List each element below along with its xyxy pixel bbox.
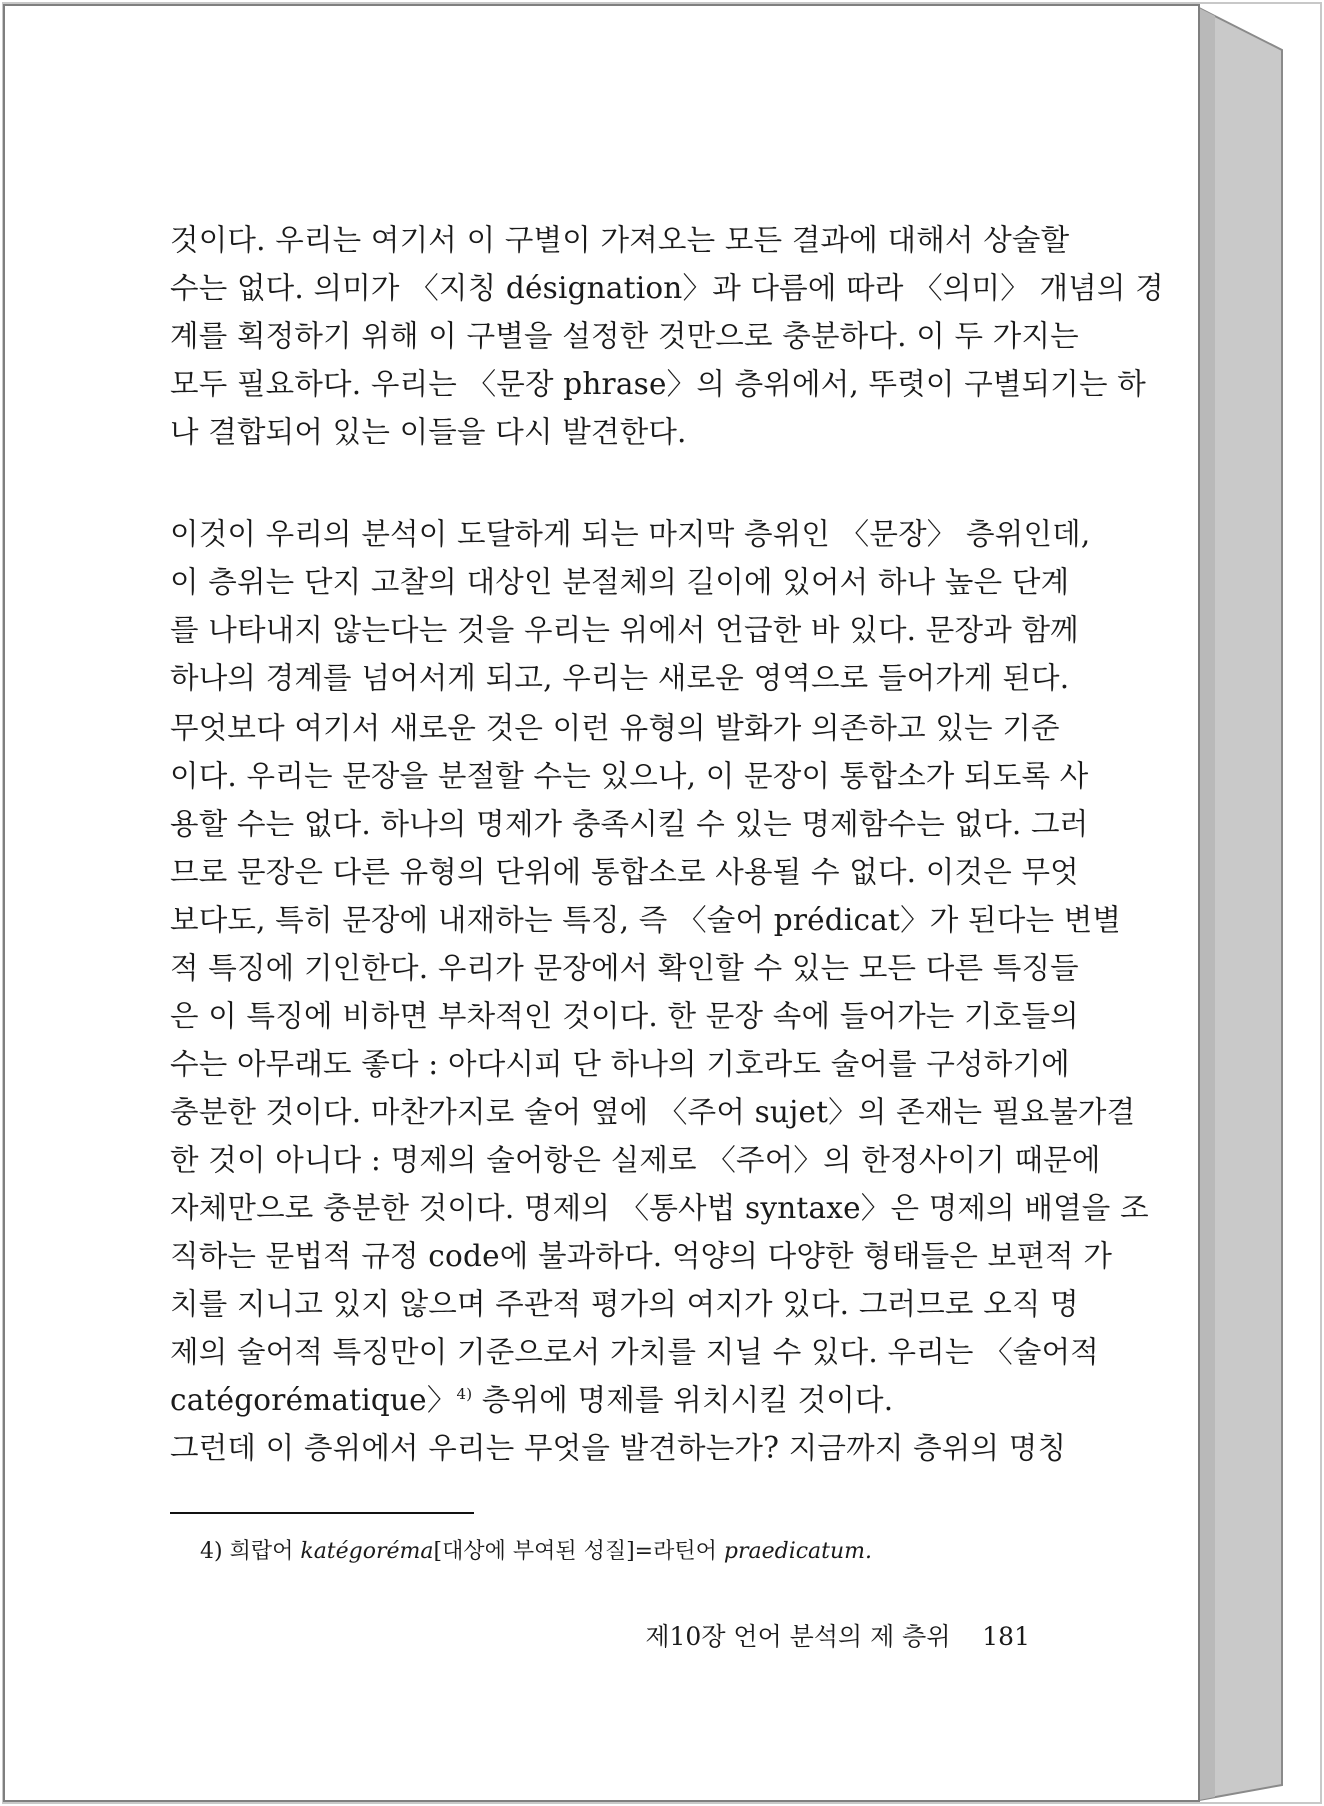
- text-line: 모두 필요하다. 우리는 〈문장 phrase〉의 층위에서, 뚜렷이 구별되기는 하: [170, 367, 1146, 401]
- text-line: 수는 아무래도 좋다 : 아다시피 단 하나의 기호라도 술어를 구성하기에: [170, 1047, 1070, 1081]
- text-line-with-footnote-ref: [170, 1374, 1030, 1426]
- footnote: [200, 1532, 1000, 1572]
- text-line: 이것이 우리의 분석이 도달하게 되는 마지막 층위인 〈문장〉 층위인데,: [170, 517, 1091, 551]
- text-line: 용할 수는 없다. 하나의 명제가 충족시킬 수 있는 명제함수는 없다. 그러: [170, 807, 1089, 841]
- text-line: 무엇보다 여기서 새로운 것은 이런 유형의 발화가 의존하고 있는 기준: [170, 711, 1060, 745]
- text-line: 자체만으로 충분한 것이다. 명제의 〈통사법 syntaxe〉은 명제의 배열을 조: [170, 1191, 1149, 1225]
- text-line: 한 것이 아니다 : 명제의 술어항은 실제로 〈주어〉의 한정사이기 때문에: [170, 1143, 1101, 1177]
- text-line: 이다. 우리는 문장을 분절할 수는 있으나, 이 문장이 통합소가 되도록 사: [170, 759, 1089, 793]
- text-line: 이 층위는 단지 고찰의 대상인 분절체의 길이에 있어서 하나 높은 단계: [170, 565, 1070, 599]
- text-line: 직하는 문법적 규정 code에 불과하다. 억양의 다양한 형태들은 보편적 가: [170, 1239, 1113, 1273]
- footnote-reference: 4): [456, 1385, 473, 1404]
- running-footer: [610, 1617, 1030, 1657]
- text-line: 므로 문장은 다른 유형의 단위에 통합소로 사용될 수 없다. 이것은 무엇: [170, 855, 1079, 889]
- text-line: 보다도, 특히 문장에 내재하는 특징, 즉 〈술어 prédicat〉가 된다는 변별: [170, 903, 1122, 937]
- footnote-marker: 4): [200, 1539, 223, 1564]
- text-fragment: catégorématique〉: [170, 1383, 457, 1417]
- text-line: 나 결합되어 있는 이들을 다시 발견한다.: [170, 415, 687, 449]
- page-number: 181: [982, 1622, 1030, 1651]
- text-line: 것이다. 우리는 여기서 이 구별이 가져오는 모든 결과에 대해서 상술할: [170, 223, 1070, 257]
- text-fragment: 층위에 명제를 위치시킬 것이다.: [472, 1383, 894, 1417]
- chapter-title: 제10장 언어 분석의 제 층위: [645, 1622, 951, 1651]
- text-line: 계를 획정하기 위해 이 구별을 설정한 것만으로 충분하다. 이 두 가지는: [170, 319, 1079, 353]
- footnote-divider: [170, 1512, 474, 1514]
- text-line: 적 특징에 기인한다. 우리가 문장에서 확인할 수 있는 모든 다른 특징들: [170, 951, 1079, 985]
- text-line: 그런데 이 층위에서 우리는 무엇을 발견하는가? 지금까지 층위의 명칭: [170, 1431, 1067, 1465]
- footnote-gloss: [대상에 부여된 성질]=라틴어: [433, 1539, 717, 1564]
- footnote-lead: 희랍어: [229, 1539, 294, 1564]
- text-line: 충분한 것이다. 마찬가지로 술어 옆에 〈주어 sujet〉의 존재는 필요불가결: [170, 1095, 1136, 1129]
- footnote-latin-term: praedicatum.: [723, 1539, 873, 1564]
- text-line: 치를 지니고 있지 않으며 주관적 평가의 여지가 있다. 그러므로 오직 명: [170, 1287, 1079, 1321]
- text-line: 은 이 특징에 비하면 부차적인 것이다. 한 문장 속에 들어가는 기호들의: [170, 999, 1079, 1033]
- text-line: 하나의 경계를 넘어서게 되고, 우리는 새로운 영역으로 들어가게 된다.: [170, 661, 1070, 695]
- text-line: 제의 술어적 특징만이 기준으로서 가치를 지닐 수 있다. 우리는 〈술어적: [170, 1335, 1099, 1369]
- text-line: 를 나타내지 않는다는 것을 우리는 위에서 언급한 바 있다. 문장과 함께: [170, 613, 1079, 647]
- footnote-greek-term: katégoréma: [300, 1539, 434, 1564]
- text-line: 수는 없다. 의미가 〈지칭 désignation〉과 다름에 따라 〈의미〉 개념의 경: [170, 271, 1164, 305]
